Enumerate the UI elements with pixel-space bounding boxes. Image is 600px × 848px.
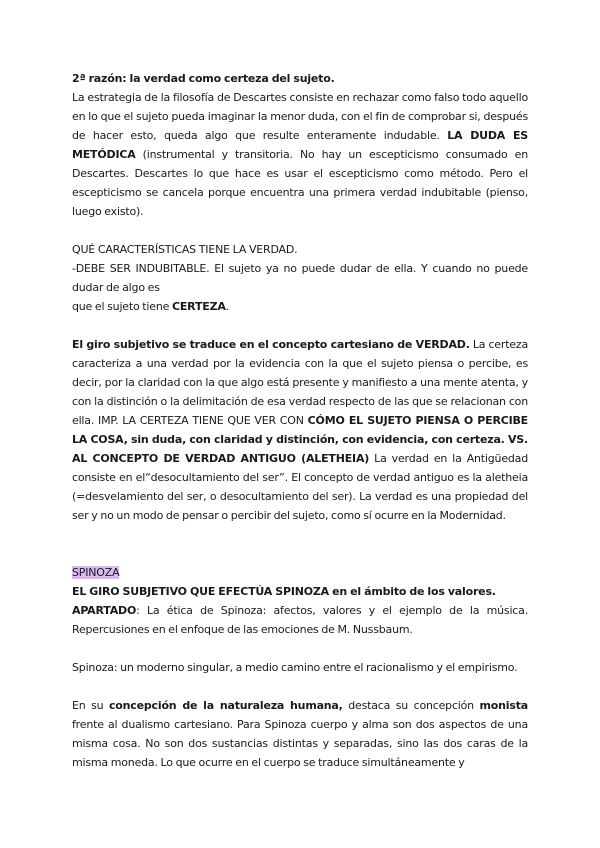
highlighted-heading: SPINOZA bbox=[72, 566, 120, 579]
subheading: QUÉ CARACTERÍSTICAS TIENE LA VERDAD. bbox=[72, 243, 298, 256]
paragraph-descartes-method bbox=[72, 69, 528, 221]
bold-text: APARTADO bbox=[72, 604, 137, 617]
paragraph-text: : La ética de Spinoza: afectos, valores y el ejemplo de la música. Repercusiones en el enfoque de las emociones de M. Nussbaum. bbox=[72, 604, 528, 636]
paragraph-text: En su bbox=[72, 699, 109, 712]
paragraph-subjective-turn bbox=[72, 335, 528, 525]
bold-text: CÓMO EL SUJETO PIENSA O PERCIBE LA COSA, sin duda, con claridad y distinción, con evidencia, con certeza. VS. AL CONCEPTO DE VERDAD ANTIGUO (ALETHEIA) bbox=[72, 414, 528, 465]
paragraph-text: destaca su concepción bbox=[342, 699, 480, 712]
bold-text: en el ámbito de los valores. bbox=[328, 585, 496, 598]
paragraph-text: La estrategia de la filosofía de Descartes consiste en rechazar como falso todo aquello en lo que el sujeto pueda imaginar la menor duda, con el fin de comprobar si, después de hacer esto, queda algo que resulte enteramente indudable. bbox=[72, 91, 528, 142]
bold-text: LA DUDA ES METÓDICA bbox=[72, 129, 528, 161]
paragraph-text: que el sujeto tiene bbox=[72, 300, 172, 313]
bold-text: concepción de la naturaleza humana, bbox=[108, 699, 343, 712]
paragraph-text: Spinoza: un moderno singular, a medio camino entre el racionalismo y el empirismo. bbox=[72, 661, 518, 674]
paragraph-text: La certeza caracteriza a una verdad por la evidencia con la que el sujeto piensa o percibe, es decir, por la claridad con la que algo está presente y manifiesto a una mente atenta, y con la distinción o la delimitación de esa verdad respecto de las que se relacionan con ella. IMP. LA CERTEZA TIENE QUE VER CON bbox=[72, 338, 528, 427]
bold-text: CERTEZA bbox=[171, 300, 226, 313]
paragraph-spinoza-modern bbox=[72, 658, 528, 677]
paragraph-truth-characteristics bbox=[72, 240, 528, 316]
paragraph-text: (instrumental y transitoria. No hay un escepticismo consumado en Descartes. Descartes lo que hace es usar el escepticismo como método. Pero el escepticismo se cancela porque encuentra una primera verdad indubitable (pienso, luego existo). bbox=[72, 148, 528, 218]
bold-text: monista bbox=[479, 699, 528, 712]
paragraph-human-nature bbox=[72, 696, 528, 772]
paragraph-text: frente al dualismo cartesiano. Para Spinoza cuerpo y alma son dos aspectos de una misma cosa. No son dos sustancias distintas y separadas, sino las dos caras de la misma moneda. Lo que ocurre en el cuerpo se traduce simultáneamente y bbox=[72, 718, 528, 769]
paragraph-text: -DEBE SER INDUBITABLE. El sujeto ya no puede dudar de ella. Y cuando no puede dudar de algo es bbox=[72, 262, 528, 294]
section-heading: 2ª razón: la verdad como certeza del sujeto. bbox=[72, 72, 335, 85]
paragraph-spinoza bbox=[72, 563, 528, 639]
paragraph-text: La verdad en la Antigüedad consiste en el“desocultamiento del ser”. El concepto de verdad antiguo es la aletheia (=desvelamiento del ser, o desocultamiento del ser). La verdad es una propiedad del ser y no un modo de pensar o percibir del sujeto, como sí ocurre en la Modernidad. bbox=[72, 452, 528, 522]
bold-text: El giro subjetivo se traduce en el concepto cartesiano de VERDAD. bbox=[72, 338, 470, 351]
paragraph-text: . bbox=[225, 300, 229, 313]
bold-text: EL GIRO SUBJETIVO QUE EFECTÚA SPINOZA bbox=[72, 585, 329, 598]
